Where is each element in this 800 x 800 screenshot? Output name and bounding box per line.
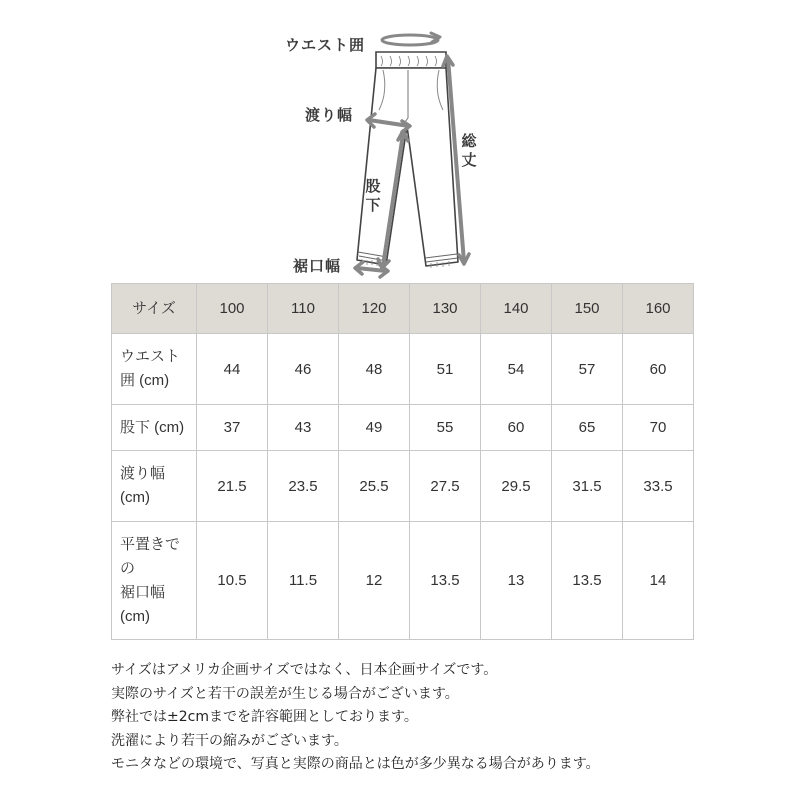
row-label-inseam: 股下 (cm) <box>112 405 197 451</box>
table-row-thigh-width <box>112 451 694 522</box>
table-cell: 51 <box>410 334 481 405</box>
note-line: サイズはアメリカ企画サイズではなく、日本企画サイズです。 <box>111 662 498 678</box>
note-line: 実際のサイズと若干の誤差が生じる場合がございます。 <box>111 685 459 702</box>
inseam-label-char: 下 <box>365 196 381 214</box>
table-cell: 13 <box>481 522 552 640</box>
size-column-header: 130 <box>410 284 481 334</box>
table-cell: 10.5 <box>197 522 268 640</box>
table-row-waist <box>112 334 694 405</box>
table-cell: 29.5 <box>481 451 552 522</box>
table-cell: 12 <box>339 522 410 640</box>
total-length-label <box>460 134 478 172</box>
table-cell: 37 <box>197 405 268 451</box>
size-notes <box>111 659 751 777</box>
table-cell: 23.5 <box>268 451 339 522</box>
table-cell: 11.5 <box>268 522 339 640</box>
table-cell: 70 <box>623 405 694 451</box>
table-cell: 60 <box>623 334 694 405</box>
size-column-header: 110 <box>268 284 339 334</box>
table-cell: 14 <box>623 522 694 640</box>
row-label-thigh-width: 渡り幅 (cm) <box>112 451 197 522</box>
size-column-header: 100 <box>197 284 268 334</box>
table-cell: 57 <box>552 334 623 405</box>
table-cell: 13.5 <box>552 522 623 640</box>
size-chart-table <box>111 283 694 640</box>
waist-measure-arrow <box>382 35 438 45</box>
table-cell: 49 <box>339 405 410 451</box>
table-cell: 60 <box>481 405 552 451</box>
table-cell: 25.5 <box>339 451 410 522</box>
table-cell: 33.5 <box>623 451 694 522</box>
pants-illustration <box>0 0 800 282</box>
table-cell: 21.5 <box>197 451 268 522</box>
table-cell: 46 <box>268 334 339 405</box>
row-label-hem-width: 平置きで の 裾口幅 (cm) <box>112 522 197 640</box>
table-header-row <box>112 284 694 334</box>
hem-width-label: 裾口幅 <box>293 257 342 275</box>
table-cell: 27.5 <box>410 451 481 522</box>
inseam-label-char: 股 <box>365 177 381 195</box>
total-length-label-char: 丈 <box>461 151 477 169</box>
thigh-width-label: 渡り幅 <box>305 106 354 124</box>
table-row-hem-width <box>112 522 694 640</box>
size-column-header: 120 <box>339 284 410 334</box>
table-cell: 65 <box>552 405 623 451</box>
size-header-cell: サイズ <box>112 284 197 334</box>
table-cell: 31.5 <box>552 451 623 522</box>
table-cell: 13.5 <box>410 522 481 640</box>
table-cell: 54 <box>481 334 552 405</box>
note-line: 洗濯により若干の縮みがございます。 <box>111 732 348 749</box>
total-length-label-char: 総 <box>461 132 477 150</box>
size-column-header: 140 <box>481 284 552 334</box>
note-line: 弊社では±2cmまでを許容範囲としております。 <box>111 709 418 726</box>
size-column-header: 160 <box>623 284 694 334</box>
table-row-inseam <box>112 405 694 451</box>
table-cell: 55 <box>410 405 481 451</box>
table-cell: 44 <box>197 334 268 405</box>
waist-label: ウエスト囲 <box>285 36 366 54</box>
pants-measurement-diagram <box>0 0 800 282</box>
size-column-header: 150 <box>552 284 623 334</box>
inseam-label <box>364 179 382 217</box>
table-cell: 48 <box>339 334 410 405</box>
row-label-waist: ウエスト 囲 (cm) <box>112 334 197 405</box>
note-line: モニタなどの環境で、写真と実際の商品とは色が多少異なる場合があります。 <box>111 756 600 773</box>
table-cell: 43 <box>268 405 339 451</box>
